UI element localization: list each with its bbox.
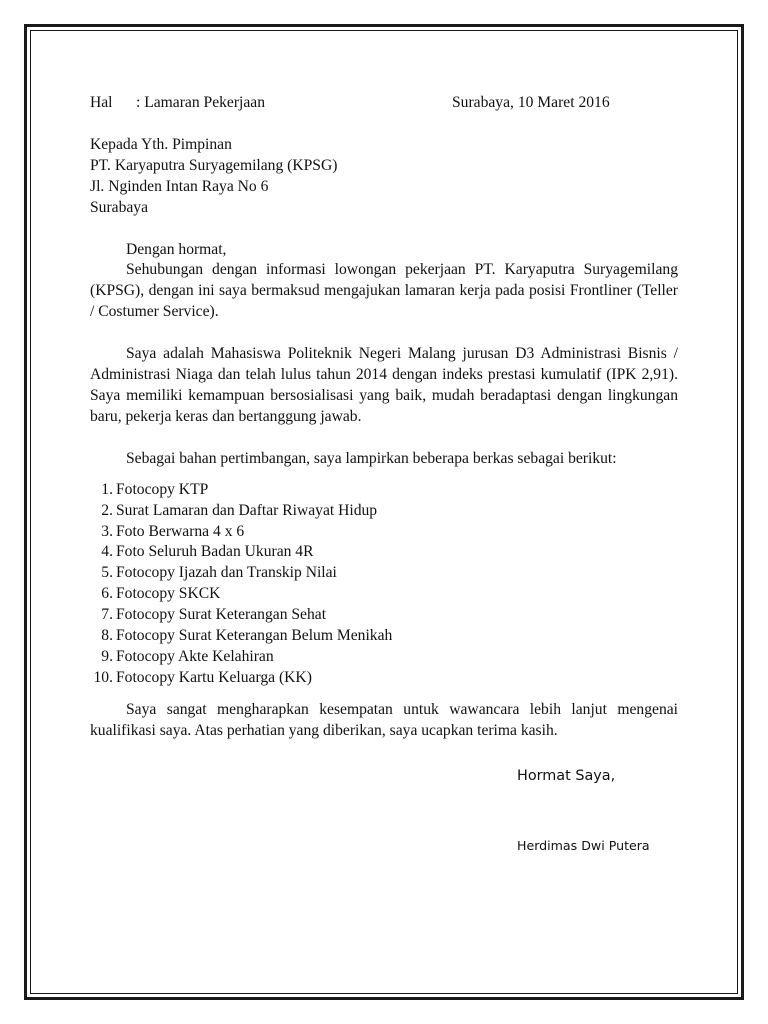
subject-label: Hal — [90, 94, 113, 111]
list-item-number: 2. — [101, 501, 113, 519]
list-item — [90, 542, 678, 563]
paragraph-attachments-intro: Sebagai bahan pertimbangan, saya lampirkan beberapa berkas sebagai berikut: — [126, 449, 617, 467]
signature-block — [517, 766, 678, 858]
list-item-number: 3. — [101, 522, 113, 540]
paragraph-closing: Saya sangat mengharapkan kesempatan untuk wawancara lebih lanjut mengenai kualifikasi saya. Atas perhatian yang diberikan, saya ucapkan terima kasih. — [90, 700, 678, 739]
list-item-text: Fotocopy KTP — [116, 480, 209, 498]
spacer — [90, 428, 678, 449]
spacer — [90, 689, 678, 700]
list-item — [90, 480, 678, 501]
list-item — [90, 584, 678, 605]
list-item — [90, 626, 678, 647]
list-item-number: 1. — [101, 480, 113, 498]
recipient-line: Kepada Yth. Pimpinan — [90, 135, 232, 153]
recipient-line: Jl. Nginden Intan Raya No 6 — [90, 177, 269, 195]
spacer — [90, 323, 678, 344]
salutation: Dengan hormat, — [126, 240, 227, 258]
list-item-text: Fotocopy SKCK — [116, 585, 221, 603]
list-item — [90, 501, 678, 522]
list-item-text: Fotocopy Surat Keterangan Belum Menikah — [116, 627, 393, 645]
list-item — [90, 647, 678, 668]
recipient-block — [90, 135, 678, 219]
list-item-number: 8. — [101, 627, 113, 645]
city-date: Surabaya, 10 Maret 2016 — [452, 94, 610, 111]
attachment-list — [90, 480, 678, 689]
list-item-text: Fotocopy Ijazah dan Transkip Nilai — [116, 564, 337, 582]
list-item-text: Fotocopy Akte Kelahiran — [116, 647, 274, 665]
list-item-number: 9. — [101, 647, 113, 665]
list-item-text: Fotocopy Kartu Keluarga (KK) — [116, 668, 312, 686]
list-item-number: 5. — [101, 564, 113, 582]
list-item-text: Fotocopy Surat Keterangan Sehat — [116, 606, 327, 624]
recipient-line: PT. Karyaputra Suryagemilang (KPSG) — [90, 156, 338, 174]
header-row — [90, 93, 678, 114]
list-item — [90, 605, 678, 626]
closing-text: Hormat Saya, — [517, 767, 616, 784]
list-item — [90, 563, 678, 584]
subject-text: : Lamaran Pekerjaan — [136, 94, 266, 111]
list-item — [90, 522, 678, 543]
list-item-text: Surat Lamaran dan Daftar Riwayat Hidup — [116, 501, 378, 519]
list-item-number: 7. — [101, 606, 113, 624]
spacer — [90, 219, 678, 240]
paragraph-intro: Sehubungan dengan informasi lowongan pekerjaan PT. Karyaputra Suryagemilang (KPSG), dengan ini saya bermaksud mengajukan lamaran kerja pada posisi Frontliner (Teller / Costumer Service). — [90, 261, 678, 321]
recipient-line: Surabaya — [90, 198, 149, 216]
spacer — [90, 114, 678, 135]
list-item-text: Foto Seluruh Badan Ukuran 4R — [116, 543, 314, 561]
spacer — [90, 742, 678, 766]
spacer — [90, 470, 678, 480]
list-item — [90, 668, 678, 689]
list-item-number: 4. — [101, 543, 113, 561]
signature-space — [517, 786, 678, 836]
letter-body — [90, 93, 678, 857]
signer-name: Herdimas Dwi Putera — [517, 838, 650, 854]
list-item-number: 10. — [93, 668, 113, 686]
list-item-text: Foto Berwarna 4 x 6 — [116, 522, 245, 540]
list-item-number: 6. — [101, 585, 113, 603]
paragraph-background: Saya adalah Mahasiswa Politeknik Negeri Malang jurusan D3 Administrasi Bisnis / Administrasi Niaga dan telah lulus tahun 2014 dengan indeks prestasi kumulatif (IPK 2,91). Saya memiliki kemampuan bersosialisasi yang baik, mudah beradaptasi dengan lingkungan baru, pekerja keras dan bertanggung jawab. — [90, 345, 678, 425]
